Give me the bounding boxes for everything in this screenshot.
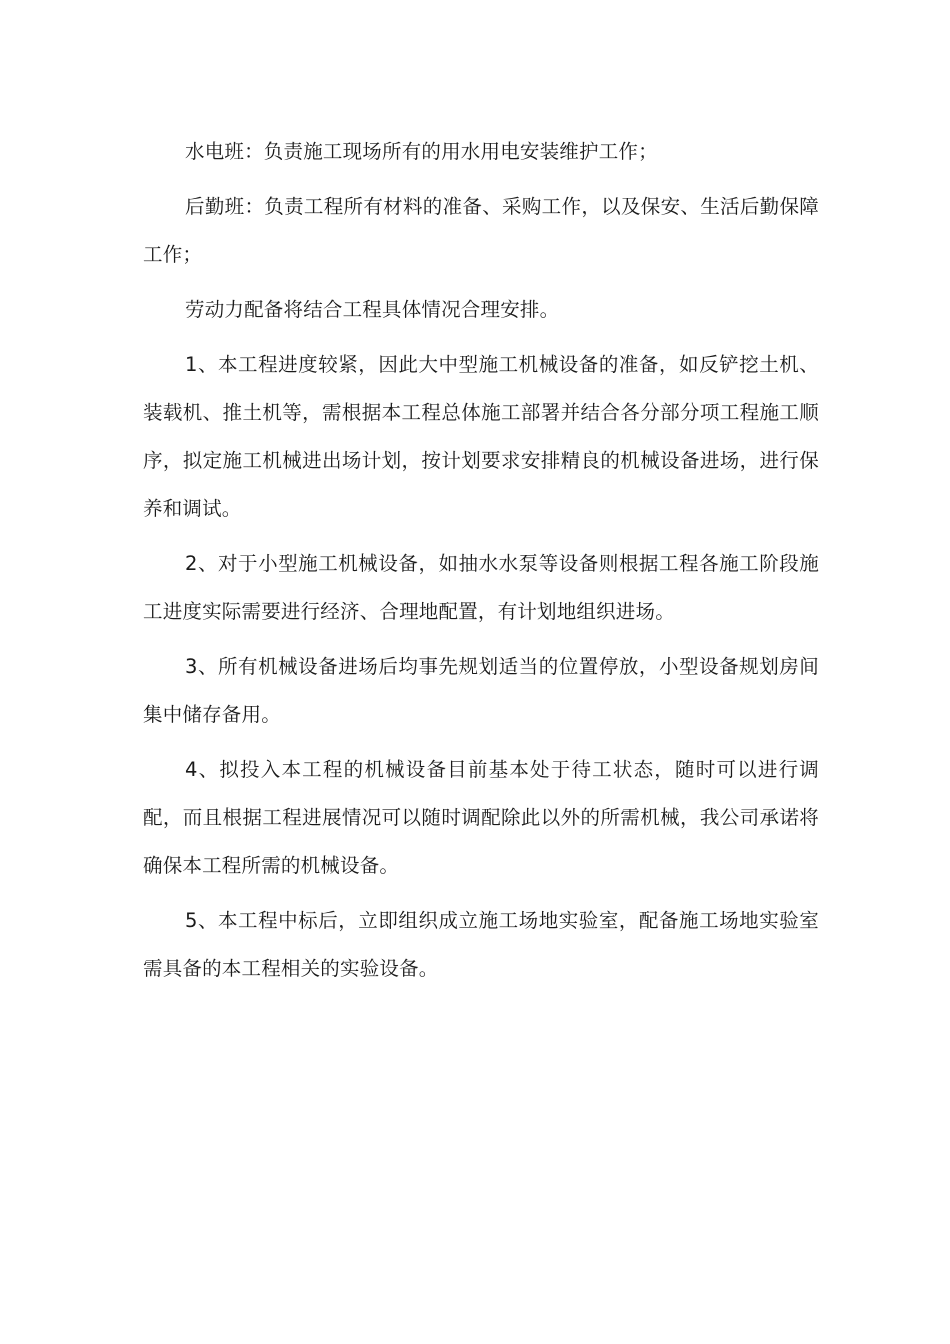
paragraph-item-4: 4、拟投入本工程的机械设备目前基本处于待工状态，随时可以进行调配，而且根据工程进展情况可以随时调配除此以外的所需机械，我公司承诺将确保本工程所需的机械设备。 xyxy=(143,758,819,877)
paragraph-logistics-team: 后勤班：负责工程所有材料的准备、采购工作，以及保安、生活后勤保障工作； xyxy=(143,195,819,266)
paragraph-item-5: 5、本工程中标后，立即组织成立施工场地实验室，配备施工场地实验室需具备的本工程相关的实验设备。 xyxy=(143,909,819,980)
paragraph-item-1: 1、本工程进度较紧，因此大中型施工机械设备的准备，如反铲挖土机、装载机、推土机等，需根据本工程总体施工部署并结合各分部分项工程施工顺序，拟定施工机械进出场计划，按计划要求安排精良的机械设备进场，进行保养和调试。 xyxy=(143,353,819,520)
paragraph-item-2: 2、对于小型施工机械设备，如抽水水泵等设备则根据工程各施工阶段施工进度实际需要进行经济、合理地配置，有计划地组织进场。 xyxy=(143,552,819,623)
paragraph-item-3: 3、所有机械设备进场后均事先规划适当的位置停放，小型设备规划房间集中储存备用。 xyxy=(143,655,819,726)
paragraph-labor-allocation: 劳动力配备将结合工程具体情况合理安排。 xyxy=(185,298,560,321)
paragraph-water-electric-team: 水电班：负责施工现场所有的用水用电安装维护工作； xyxy=(185,140,658,163)
document-body xyxy=(143,128,819,1000)
